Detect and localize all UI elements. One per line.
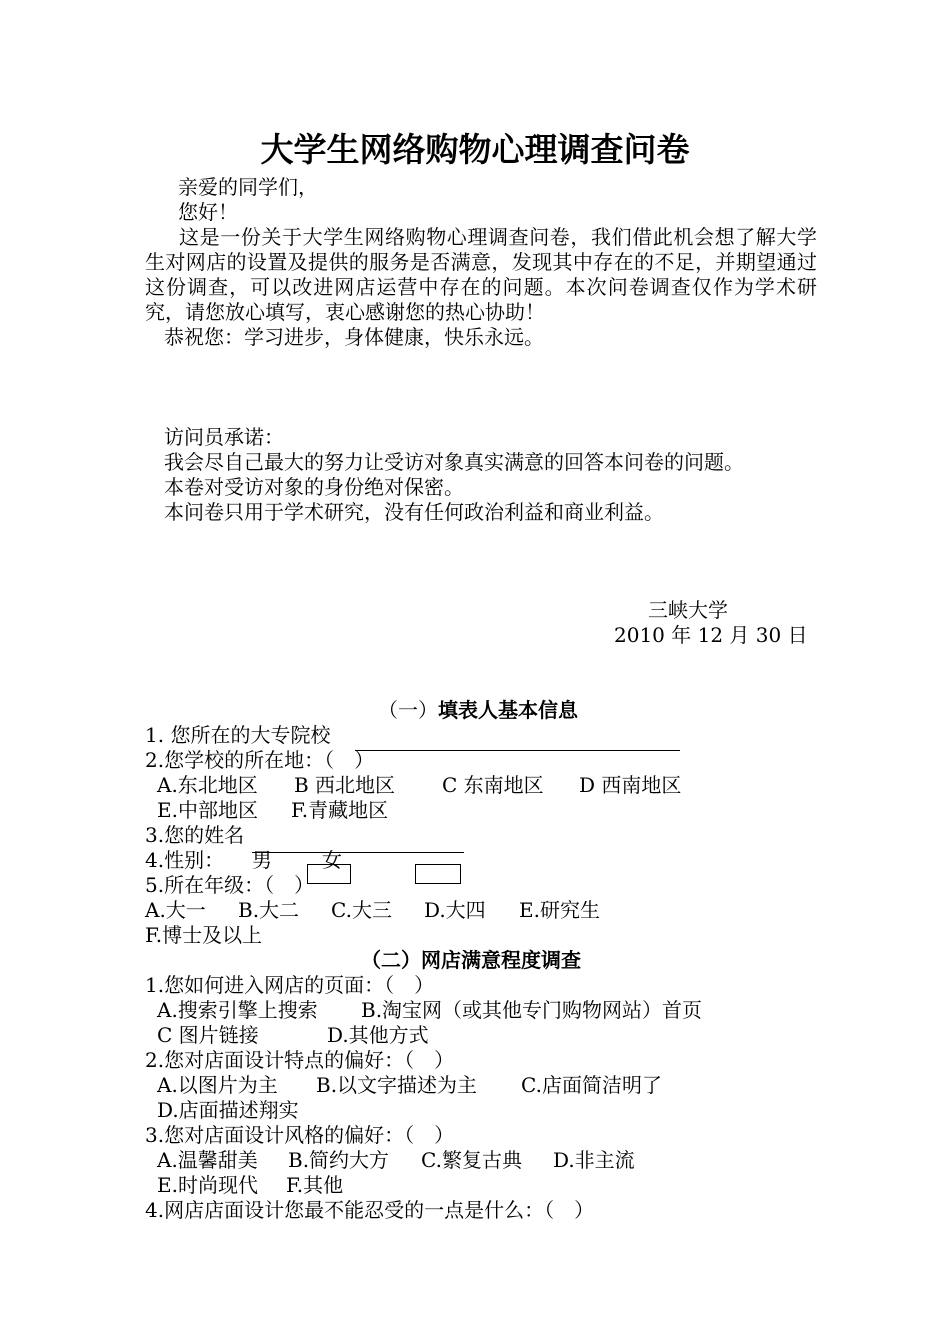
intro-paragraph: 这是一份关于大学生网络购物心理调查问卷，我们借此机会想了解大学生对网店的设置及提供的服务是否满意，发现其中存在的不足，并期望通过这份调查，可以改进网店运营中存在的问题。本次问卷调查仅作为学术研究，请您放心填写，衷心感谢您的热心协助！ [145,225,817,324]
option-b[interactable]: B.简约大方 [288,1148,390,1172]
option-f[interactable]: F.青藏地区 [291,798,389,822]
greeting-line: 亲爱的同学们， [178,175,318,199]
promise-line: 本问卷只用于学术研究，没有任何政治利益和商业利益。 [164,500,664,524]
section1-heading-prefix: （一） [378,698,438,722]
wishes-line: 恭祝您：学习进步，身体健康，快乐永远。 [164,325,544,349]
promise-line: 本卷对受访对象的身份绝对保密。 [164,475,464,499]
section1-heading [378,698,578,723]
question-name: 3.您的姓名 [145,823,245,847]
question-entry: 1.您如何进入网店的页面：（ ） [145,973,435,997]
section1-heading-text: 填表人基本信息 [438,698,578,722]
option-c[interactable]: C.大三 [331,898,392,922]
promise-heading: 访问员承诺： [164,425,284,449]
option-b[interactable]: B.以文字描述为主 [316,1073,478,1097]
page-title: 大学生网络购物心理调查问卷 [260,130,690,169]
option-e[interactable]: E.时尚现代 [157,1173,258,1197]
question-gender: 4.性别： [145,848,225,872]
option-e[interactable]: E.中部地区 [157,798,258,822]
option-d[interactable]: D.其他方式 [327,1023,429,1047]
question-grade: 5.所在年级：（ ） [145,873,315,897]
question-intolerable: 4.网店店面设计您最不能忍受的一点是什么：（ ） [145,1198,595,1222]
question-location: 2.您学校的所在地：（ ） [145,748,375,772]
option-a[interactable]: A.温馨甜美 [157,1148,258,1172]
question-school: 1. 您所在的大专院校 [145,723,331,747]
signature-org: 三峡大学 [648,598,728,622]
option-d[interactable]: D.大四 [424,898,486,922]
option-e[interactable]: E.研究生 [519,898,600,922]
option-d[interactable]: D 西南地区 [579,773,682,797]
option-a[interactable]: A.以图片为主 [157,1073,278,1097]
question-design-style: 3.您对店面设计风格的偏好：（ ） [145,1123,455,1147]
option-c[interactable]: C 东南地区 [442,773,544,797]
section2-heading: （二）网店满意程度调查 [361,948,581,972]
option-b[interactable]: B 西北地区 [294,773,396,797]
option-a[interactable]: A.大一 [145,898,206,922]
answer-underline-name[interactable] [252,852,464,853]
option-a[interactable]: A.东北地区 [157,773,258,797]
gender-male-label: 男 [252,848,272,872]
gender-female-label: 女 [322,848,342,872]
promise-line: 我会尽自己最大的努力让受访对象真实满意的回答本问卷的问题。 [164,450,744,474]
option-f[interactable]: F.博士及以上 [145,923,263,947]
option-c[interactable]: C.店面简洁明了 [521,1073,662,1097]
option-a[interactable]: A.搜索引擎上搜索 [157,998,318,1022]
option-c[interactable]: C 图片链接 [157,1023,259,1047]
option-d[interactable]: D.非主流 [553,1148,635,1172]
option-b[interactable]: B.淘宝网（或其他专门购物网站）首页 [361,998,703,1022]
female-checkbox[interactable] [415,864,461,884]
option-b[interactable]: B.大二 [238,898,300,922]
option-c[interactable]: C.繁复古典 [421,1148,522,1172]
question-design-feature: 2.您对店面设计特点的偏好：（ ） [145,1048,455,1072]
greeting-hello: 您好！ [178,200,238,224]
option-d[interactable]: D.店面描述翔实 [157,1098,299,1122]
option-f[interactable]: F.其他 [286,1173,344,1197]
answer-underline-school[interactable] [355,750,680,751]
signature-date: 2010 年 12 月 30 日 [614,623,808,647]
